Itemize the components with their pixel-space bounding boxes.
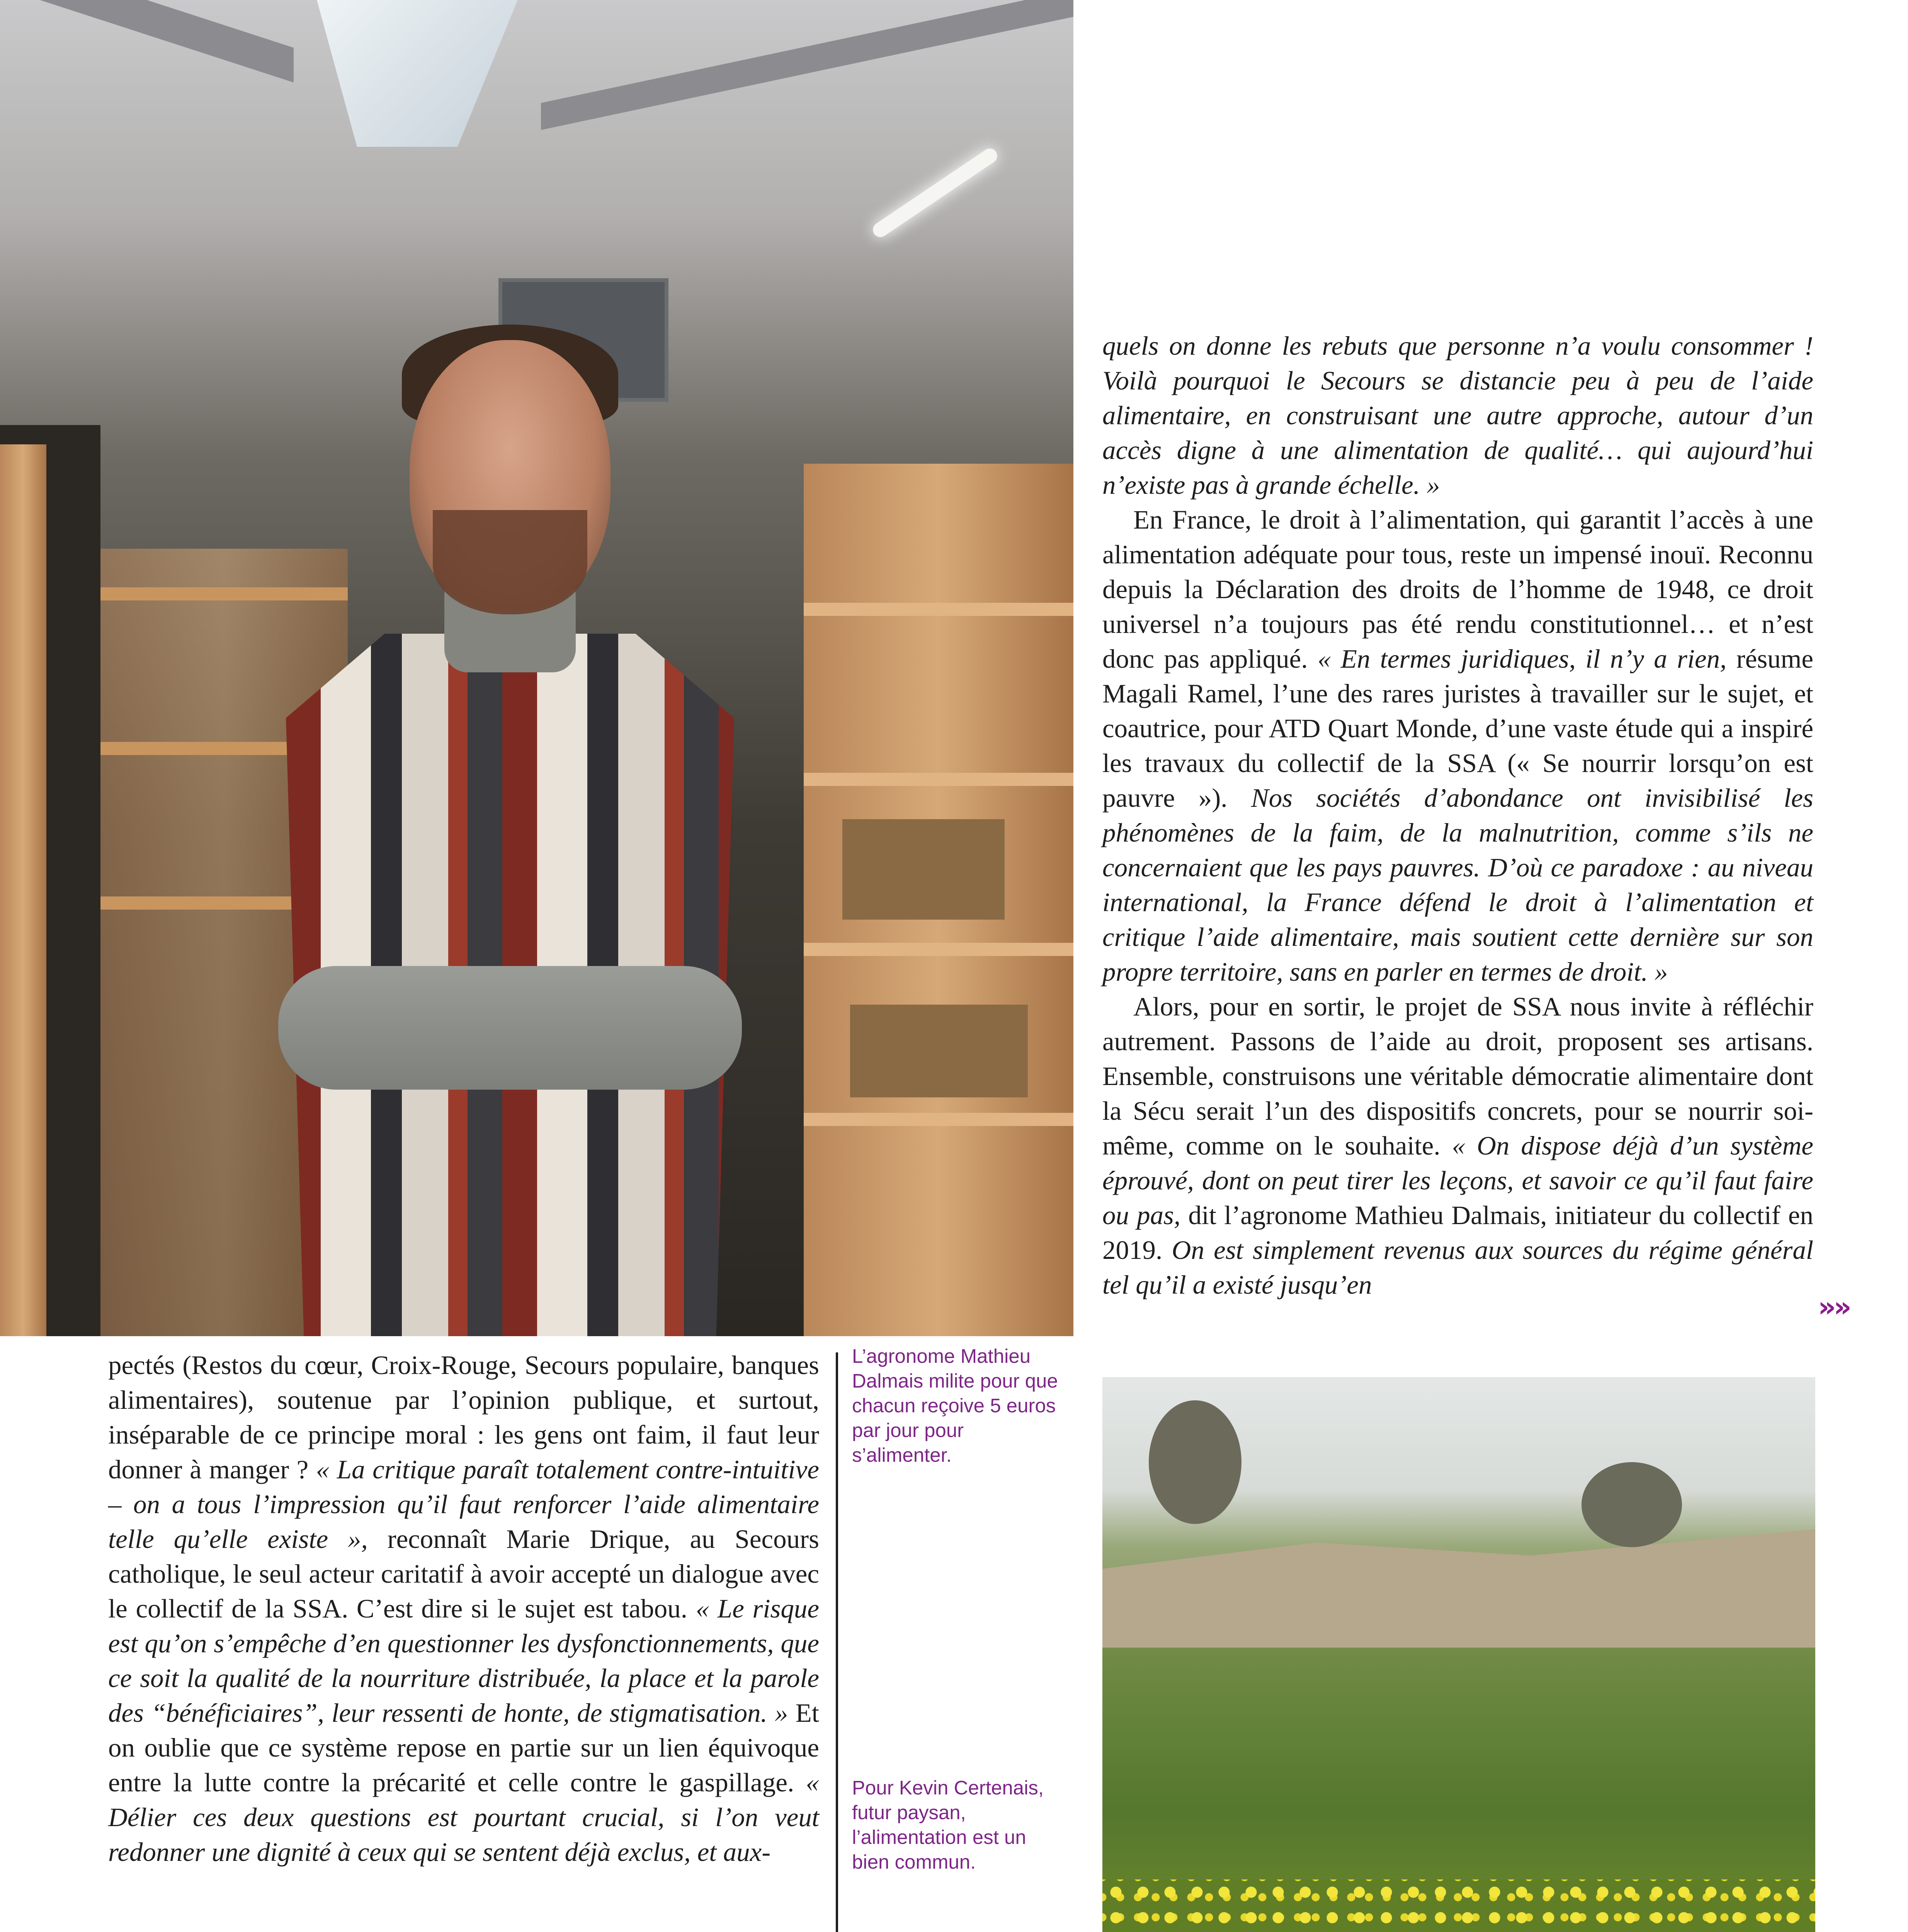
- body-text: dit l’agronome Mathieu Dalmais, initiateur du collectif en 2019.: [1102, 1201, 1813, 1265]
- body-text: reconnaît Marie Drique, au Secours catholique, le seul acteur caritatif à avoir accepté un dialogue avec le collectif de la SSA. C’est dire si le sujet est tabou.: [108, 1524, 819, 1623]
- paragraph: [108, 1348, 819, 1869]
- caption-photo-top: L’agronome Mathieu Dalmais milite pour que chacun reçoive 5 euros par jour pour s’alimenter.: [852, 1345, 1058, 1466]
- article-right-column: [1102, 328, 1813, 1302]
- quote-text: « Le risque est qu’on s’empêche d’en questionner les dysfonctionnements, que ce soit la qualité de la nourriture distribuée, la place et la parole des “bénéficiaires”, leur ressenti de honte, de stigmatisation. »: [108, 1594, 819, 1728]
- quote-text: Nos sociétés d’abondance ont invisibilisé les phénomènes de la faim, de la malnutrition, comme s’ils ne concernaient que les pays pauvres. D’où ce paradoxe : au niveau international, la France défend le droit à l’alimentation et critique l’aide alimentaire, mais soutient cette dernière sur son propre territoire, sans en parler en termes de droit. »: [1102, 783, 1813, 986]
- quote-text: « La critique paraît totalement contre-intuitive – on a tous l’impression qu’il faut renforcer l’aide alimentaire telle qu’elle existe »,: [108, 1455, 819, 1554]
- body-text: Alors, pour en sortir, le projet de SSA nous invite à réfléchir autrement. Passons de l’aide au droit, proposent ses artisans. Ensemble, construisons une véritable démocratie alimentaire dont la Sécu serait l’un des dispositifs concrets, pour se nourrir soi-même, comme on le souhaite.: [1102, 992, 1813, 1160]
- paragraph: [1102, 989, 1813, 1302]
- caption-photo-bottom: Pour Kevin Certenais, futur paysan, l’alimentation est un bien commun.: [852, 1777, 1044, 1873]
- quote-text: « On dispose déjà d’un système éprouvé, dont on peut tirer les leçons, et savoir ce qu’il faut faire ou pas,: [1102, 1131, 1813, 1230]
- photo-warehouse-portrait: [0, 0, 1073, 1336]
- body-text: résume Magali Ramel, l’une des rares juristes à travailler sur le sujet, et coautrice, pour ATD Quart Monde, d’une vaste étude qui a inspiré les travaux du collectif de la SSA (« Se nourrir lorsqu’on est pauvre »).: [1102, 644, 1813, 813]
- body-text: En France, le droit à l’alimentation, qui garantit l’accès à une alimentation adéquate pour tous, reste un impensé inouï. Reconnu depuis la Déclaration des droits de l’homme de 1948, ce droit universel n’a toujours pas été rendu constitutionnel… et n’est donc pas appliqué.: [1102, 505, 1813, 673]
- quote-text: « En termes juridiques, il n’y a rien,: [1317, 644, 1727, 673]
- continue-marker: »»: [1818, 1291, 1850, 1323]
- quote-text: On est simplement revenus aux sources du régime général tel qu’il a existé jusqu’en: [1102, 1235, 1813, 1299]
- quote-text: « Délier ces deux questions est pourtant crucial, si l’on veut redonner une dignité à ceux qui se sentent déjà exclus, et aux-: [108, 1768, 819, 1867]
- body-text: Et on oublie que ce système repose en partie sur un lien équivoque entre la lutte contre la précarité et celle contre le gaspillage.: [108, 1698, 819, 1797]
- article-left-column: [108, 1348, 819, 1869]
- quote-text: quels on donne les rebuts que personne n’a voulu consommer ! Voilà pourquoi le Secours se distancie peu à peu de l’aide alimentaire, en construisant une autre approche, autour d’un accès digne à une alimentation de qualité… qui aujourd’hui n’existe pas à grande échelle. »: [1102, 331, 1813, 500]
- paragraph: [1102, 328, 1813, 502]
- paragraph: [1102, 502, 1813, 989]
- body-text: pectés (Restos du cœur, Croix-Rouge, Secours populaire, banques alimentaires), soutenue par l’opinion publique, et surtout, inséparable de ce principe moral : les gens ont faim, il faut leur donner à manger ?: [108, 1350, 819, 1484]
- photo-field-portrait: [1102, 1377, 1815, 1932]
- caption-divider: [836, 1352, 838, 1932]
